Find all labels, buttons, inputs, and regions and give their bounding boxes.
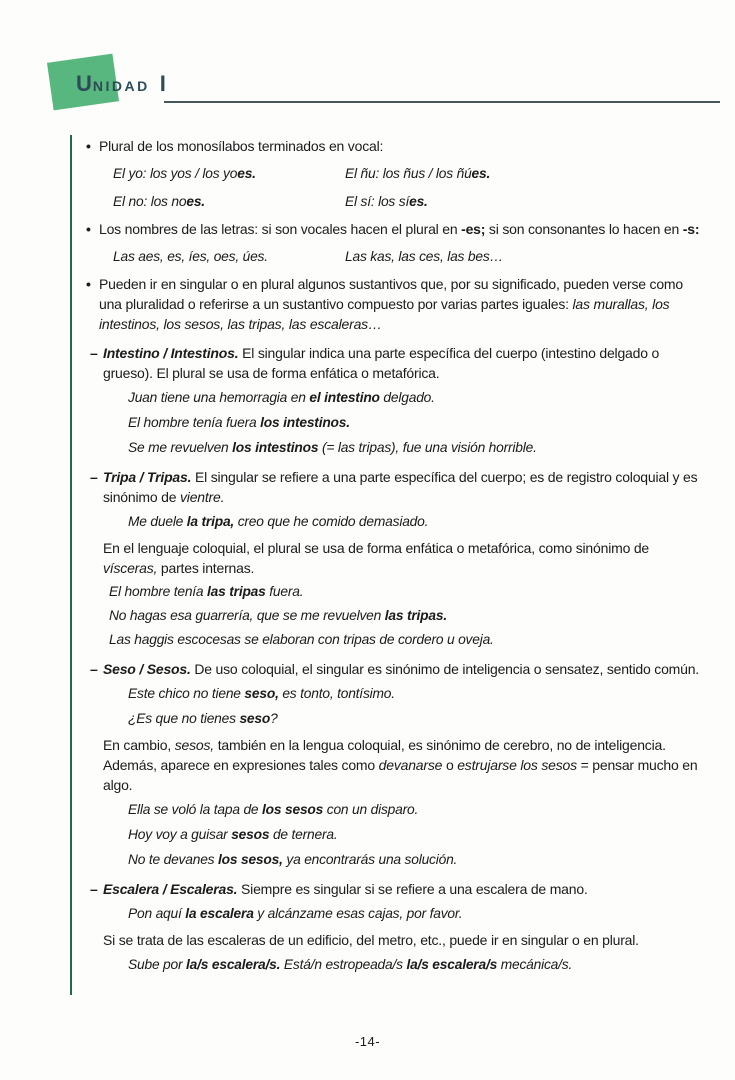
example-line: Sube por la/s escalera/s. Está/n estropeada/s la/s escalera/s mecánica/s.: [128, 957, 573, 972]
example-line: Juan tiene una hemorragia en el intestino delgado.: [128, 390, 435, 405]
page-title-rest: NIDAD: [92, 78, 150, 94]
page-title: [76, 71, 167, 96]
example-row: [86, 164, 706, 184]
example-columns: [86, 164, 706, 212]
example-line: Las aes, es, íes, oes, úes.: [113, 249, 268, 264]
paragraph: En cambio, sesos, también en la lengua coloquial, es sinónimo de cerebro, no de inteligencia. Además, aparece en expresiones tales como devanarse o estrujarse los sesos = pensar mucho en algo.: [103, 737, 698, 793]
example-row: [86, 247, 706, 267]
subentry-escalera: – Escalera / Escaleras. Siempre es singular si se refiere a una escalera de mano.: [90, 879, 706, 899]
subentry-seso: – Seso / Sesos. De uso coloquial, el singular es sinónimo de inteligencia o sensatez, sentido común.: [90, 659, 706, 679]
example-line: No hagas esa guarrería, que se me revuelven las tripas.: [109, 608, 447, 623]
header-rule: [164, 101, 720, 103]
example-line: Este chico no tiene seso, es tonto, tontísimo.: [128, 686, 395, 701]
example-line: Pon aquí la escalera y alcánzame esas cajas, por favor.: [128, 906, 463, 921]
page-number: -14-: [354, 1034, 381, 1049]
example-line: El hombre tenía las tripas fuera.: [109, 584, 304, 599]
subentry-tripa: – Tripa / Tripas. El singular se refiere a una parte específica del cuerpo; es de registro coloquial y es sinónimo de vientre.: [90, 467, 706, 507]
example-line: Se me revuelven los intestinos (= las tripas), fue una visión horrible.: [128, 440, 537, 455]
example-line: No te devanes los sesos, ya encontrarás una solución.: [128, 852, 458, 867]
example-columns: [86, 247, 706, 267]
example-line: Las kas, las ces, las bes…: [345, 249, 504, 264]
page-content: [86, 131, 706, 975]
example-line: El yo: los yos / los yoes.: [113, 166, 256, 181]
example-line: El ñu: los ñus / los ñúes.: [345, 166, 491, 181]
paragraph: Si se trata de las escaleras de un edificio, del metro, etc., puede ir en singular o en plural.: [103, 932, 639, 948]
paragraph: En el lenguaje coloquial, el plural se usa de forma enfática o metafórica, como sinónimo de vísceras, partes internas.: [103, 540, 650, 576]
subentry-intestino: – Intestino / Intestinos. El singular indica una parte específica del cuerpo (intestino delgado o grueso). El plural se usa de forma enfática o metafórica.: [90, 343, 706, 383]
example-line: Las haggis escocesas se elaboran con tripas de cordero u oveja.: [109, 632, 494, 647]
example-line: Ella se voló la tapa de los sesos con un disparo.: [128, 802, 419, 817]
example-line: El sí: los síes.: [345, 194, 428, 209]
bullet-item: • Pueden ir en singular o en plural algunos sustantivos que, por su significado, pueden verse como una pluralidad o referirse a un sustantivo compuesto por varias partes iguales: las murallas, los intestinos, los sesos, las tripas, las escaleras…: [86, 274, 706, 334]
example-line: El hombre tenía fuera los intestinos.: [128, 415, 350, 430]
example-line: El no: los noes.: [113, 194, 205, 209]
content-left-rule: [70, 135, 72, 995]
bullet-item: • Los nombres de las letras: si son vocales hacen el plural en -es; si son consonantes lo hacen en -s:: [86, 219, 706, 239]
example-line: ¿Es que no tienes seso?: [128, 711, 278, 726]
page-title-numeral: I: [159, 71, 167, 96]
page-title-initial: U: [76, 71, 93, 96]
bullet-item: • Plural de los monosílabos terminados en vocal:: [86, 136, 706, 156]
example-row: [86, 192, 706, 212]
example-line: Hoy voy a guisar sesos de ternera.: [128, 827, 338, 842]
example-line: Me duele la tripa, creo que he comido demasiado.: [128, 514, 429, 529]
